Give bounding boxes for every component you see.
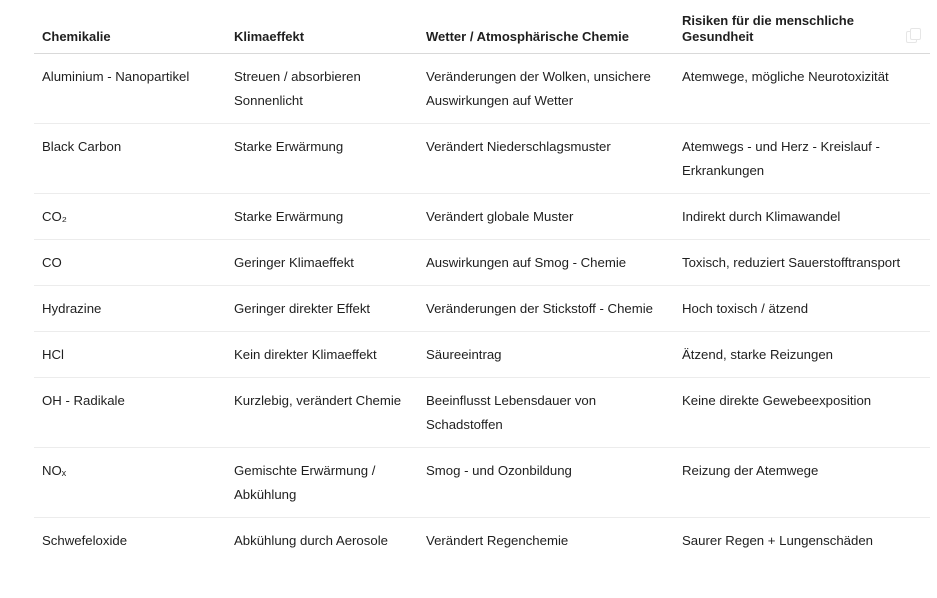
cell-klimaeffekt: Streuen / absorbieren Sonnenlicht <box>226 54 418 124</box>
cell-wetter: Verändert Regenchemie <box>426 533 569 548</box>
table-row <box>34 240 930 286</box>
cell-chemikalie: Hydrazine <box>34 286 226 332</box>
table-header <box>34 0 930 54</box>
header-row <box>34 0 930 54</box>
cell-risiken: Hoch toxisch / ätzend <box>674 286 930 332</box>
cell-risiken: Saurer Regen + Lungenschäden <box>682 533 873 548</box>
chemicals-table-container <box>34 0 930 563</box>
cell-wetter: Verändert globale Muster <box>418 194 674 240</box>
table-row <box>34 286 930 332</box>
cell-chemikalie: CO₂ <box>34 194 226 240</box>
cell-wetter: Verändert Niederschlagsmuster <box>418 124 674 194</box>
cell-chemikalie: OH - Radikale <box>34 378 226 448</box>
cell-risiken: Indirekt durch Klimawandel <box>674 194 930 240</box>
table-row <box>34 448 930 518</box>
cell-chemikalie: NOₓ <box>34 448 226 518</box>
cell-chemikalie: Schwefeloxide <box>42 533 128 548</box>
table-row <box>34 124 930 194</box>
cell-chemikalie: CO <box>34 240 226 286</box>
cell-wetter: Auswirkungen auf Smog - Chemie <box>418 240 674 286</box>
cell-wetter: Säureeintrag <box>418 332 674 378</box>
cell-risiken: Ätzend, starke Reizungen <box>674 332 930 378</box>
header-wetter: Wetter / Atmosphärische Chemie <box>418 0 674 54</box>
table-row <box>34 378 930 448</box>
cell-klimaeffekt: Starke Erwärmung <box>226 194 418 240</box>
cell-risiken: Atemwegs - und Herz - Kreislauf - Erkrankungen <box>674 124 930 194</box>
cell-wetter: Beeinflusst Lebensdauer von Schadstoffen <box>418 378 674 448</box>
table-row <box>34 332 930 378</box>
cell-chemikalie: Aluminium - Nanopartikel <box>34 54 226 124</box>
table-row <box>34 194 930 240</box>
cell-risiken: Keine direkte Gewebeexposition <box>674 378 930 448</box>
header-klimaeffekt: Klimaeffekt <box>226 0 418 54</box>
cell-klimaeffekt: Gemischte Erwärmung / Abkühlung <box>226 448 418 518</box>
cell-risiken: Atemwege, mögliche Neurotoxizität <box>674 54 930 124</box>
cell-risiken: Reizung der Atemwege <box>674 448 930 518</box>
header-risiken: Risiken für die menschliche Gesundheit <box>674 0 930 54</box>
cell-klimaeffekt: Geringer direkter Effekt <box>226 286 418 332</box>
cell-klimaeffekt: Kurzlebig, verändert Chemie <box>226 378 418 448</box>
cell-wetter: Smog - und Ozonbildung <box>418 448 674 518</box>
table-row <box>34 54 930 124</box>
cell-risiken: Toxisch, reduziert Sauerstofftransport <box>674 240 930 286</box>
cell-klimaeffekt: Abkühlung durch Aerosole <box>234 533 388 548</box>
cell-chemikalie: HCl <box>34 332 226 378</box>
header-chemikalie: Chemikalie <box>34 0 226 54</box>
cell-chemikalie: Black Carbon <box>34 124 226 194</box>
copy-icon[interactable] <box>906 28 920 42</box>
cell-wetter: Veränderungen der Wolken, unsichere Auswirkungen auf Wetter <box>418 54 674 124</box>
chemicals-table <box>34 0 930 563</box>
cell-klimaeffekt: Starke Erwärmung <box>226 124 418 194</box>
table-row <box>34 518 930 564</box>
cell-klimaeffekt: Kein direkter Klimaeffekt <box>226 332 418 378</box>
cell-klimaeffekt: Geringer Klimaeffekt <box>226 240 418 286</box>
cell-wetter: Veränderungen der Stickstoff - Chemie <box>418 286 674 332</box>
